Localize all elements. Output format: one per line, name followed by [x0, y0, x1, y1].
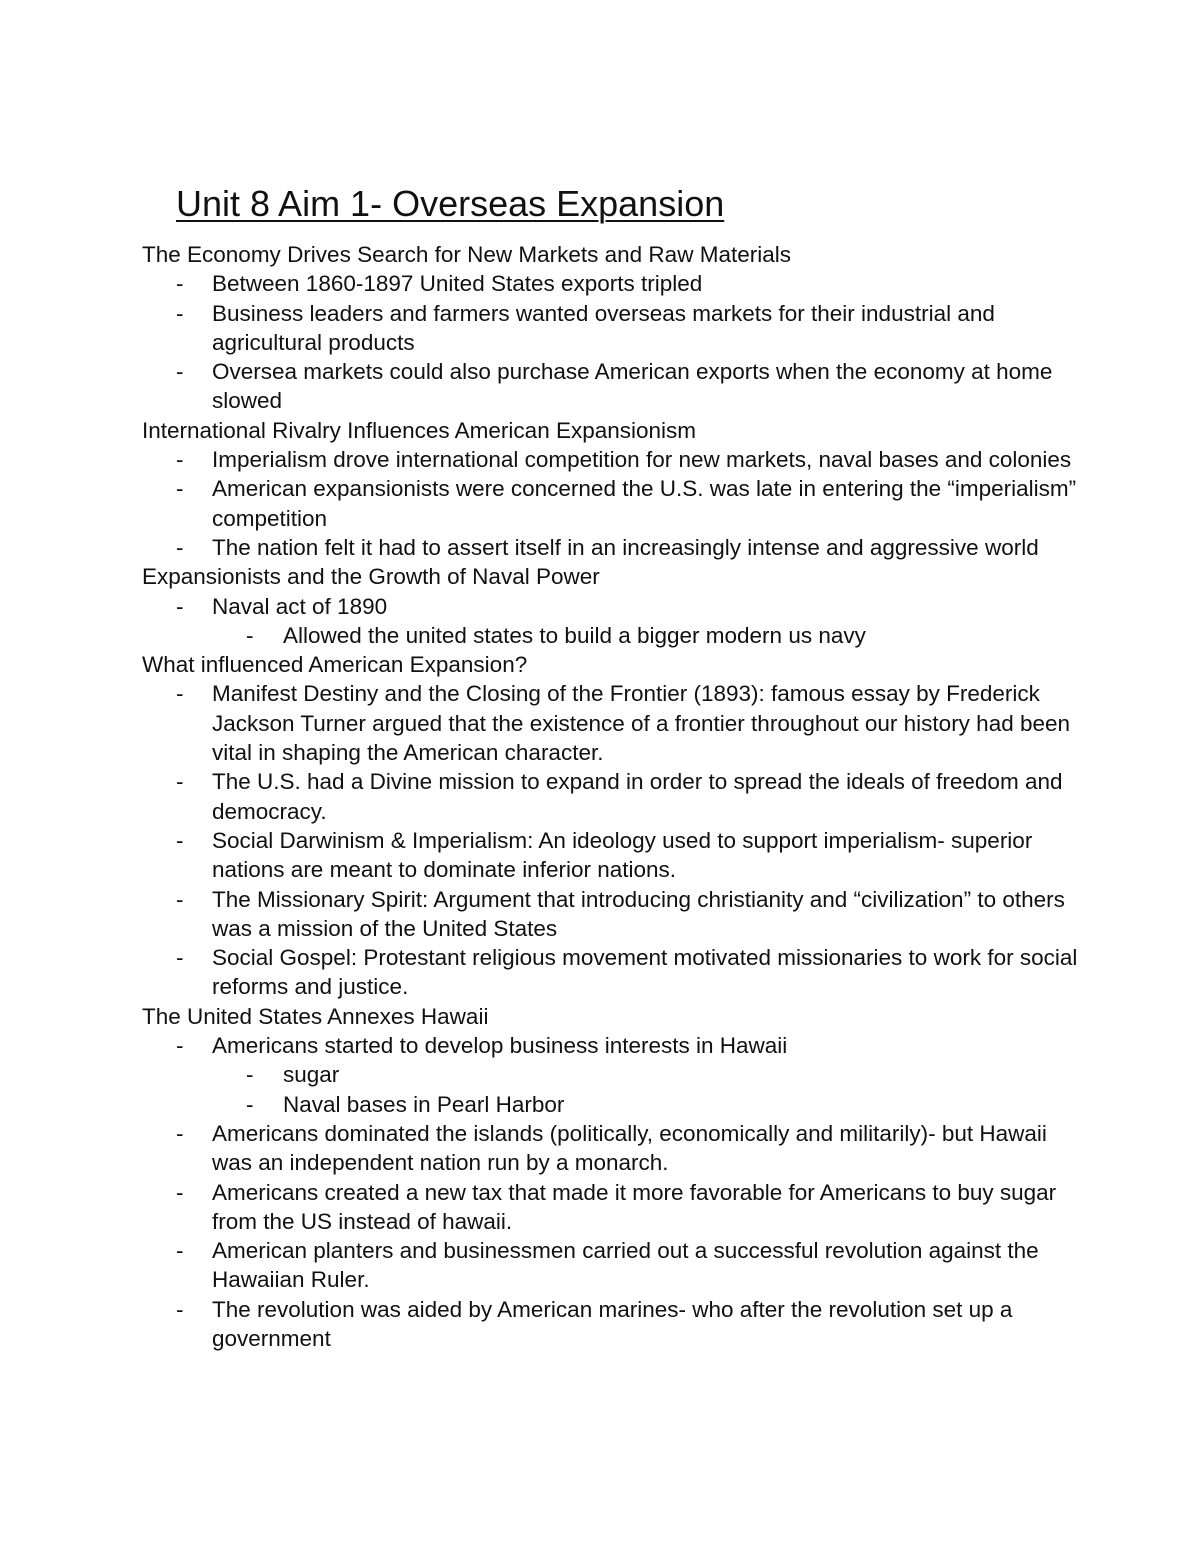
bullet-text: Social Gospel: Protestant religious movement motivated missionaries to work for social reforms and justice.	[212, 945, 1078, 1000]
dash-bullet: -	[246, 622, 254, 648]
bullet-item	[142, 1031, 1082, 1060]
dash-bullet: -	[176, 300, 184, 326]
dash-bullet: -	[176, 359, 184, 385]
bullet-item	[142, 533, 1082, 562]
bullet-item	[142, 474, 1082, 533]
dash-bullet: -	[176, 1179, 184, 1205]
dash-bullet: -	[176, 945, 184, 971]
bullet-text: The Missionary Spirit: Argument that introducing christianity and “civilization” to others was a mission of the United States	[212, 886, 1065, 941]
dash-bullet: -	[176, 1296, 184, 1322]
section-heading: International Rivalry Influences American Expansionism	[142, 417, 697, 443]
bullet-item	[142, 943, 1082, 1002]
bullet-text: The revolution was aided by American marines- who after the revolution set up a government	[212, 1296, 1013, 1351]
bullet-item	[142, 1236, 1082, 1295]
bullet-text: American planters and businessmen carried out a successful revolution against the Hawaiian Ruler.	[212, 1238, 1039, 1293]
notes-body	[142, 240, 1082, 1353]
dash-bullet: -	[176, 1033, 184, 1059]
bullet-item	[142, 269, 1082, 298]
bullet-text: Americans created a new tax that made it more favorable for Americans to buy sugar from the US instead of hawaii.	[212, 1179, 1057, 1234]
bullet-text: Imperialism drove international competition for new markets, naval bases and colonies	[212, 447, 1072, 473]
dash-bullet: -	[176, 447, 184, 473]
dash-bullet: -	[176, 534, 184, 560]
dash-bullet: -	[176, 1238, 184, 1264]
bullet-text: The U.S. had a Divine mission to expand in order to spread the ideals of freedom and democracy.	[212, 769, 1063, 824]
bullet-text: sugar	[283, 1062, 340, 1088]
dash-bullet: -	[176, 593, 184, 619]
bullet-text: Naval act of 1890	[212, 593, 388, 619]
dash-bullet: -	[246, 1062, 254, 1088]
dash-bullet: -	[176, 827, 184, 853]
section-heading: The Economy Drives Search for New Markets and Raw Materials	[142, 242, 791, 267]
bullet-text: Americans dominated the islands (politically, economically and militarily)- but Hawaii was an independent nation run by a monarch.	[212, 1120, 1047, 1176]
bullet-item	[142, 885, 1082, 944]
bullet-text: The nation felt it had to assert itself in an increasingly intense and aggressive world	[212, 534, 1039, 560]
section-heading: The United States Annexes Hawaii	[142, 1003, 489, 1029]
dash-bullet: -	[176, 769, 184, 795]
bullet-item	[142, 1178, 1082, 1237]
section-heading: What influenced American Expansion?	[142, 652, 528, 678]
bullet-text: Naval bases in Pearl Harbor	[283, 1091, 565, 1117]
bullet-item	[142, 357, 1082, 416]
section-heading: Expansionists and the Growth of Naval Power	[142, 564, 600, 590]
bullet-item	[142, 826, 1082, 885]
bullet-item	[142, 592, 1082, 621]
bullet-text: Manifest Destiny and the Closing of the Frontier (1893): famous essay by Frederick Jackson Turner argued that the existence of a frontier throughout our history had been vital in shaping the American character.	[212, 681, 1071, 766]
bullet-item	[142, 1119, 1082, 1178]
bullet-text: Business leaders and farmers wanted overseas markets for their industrial and agricultural products	[212, 300, 995, 355]
sub-bullet-item	[142, 621, 1082, 650]
bullet-item	[142, 679, 1082, 767]
bullet-item	[142, 767, 1082, 826]
bullet-text: Social Darwinism & Imperialism: An ideology used to support imperialism- superior nations are meant to dominate inferior nations.	[212, 827, 1033, 883]
dash-bullet: -	[176, 1120, 184, 1146]
bullet-item	[142, 1295, 1082, 1354]
sub-bullet-item	[142, 1060, 1082, 1089]
bullet-item	[142, 299, 1082, 358]
bullet-text: Americans started to develop business interests in Hawaii	[212, 1033, 788, 1059]
dash-bullet: -	[176, 886, 184, 912]
dash-bullet: -	[176, 271, 184, 297]
page-title: Unit 8 Aim 1- Overseas Expansion	[176, 183, 725, 224]
dash-bullet: -	[176, 681, 184, 707]
bullet-text: Oversea markets could also purchase American exports when the economy at home slowed	[212, 359, 1053, 414]
sub-bullet-item	[142, 1090, 1082, 1119]
dash-bullet: -	[176, 476, 184, 502]
bullet-text: Between 1860-1897 United States exports tripled	[212, 271, 703, 297]
bullet-text: American expansionists were concerned the U.S. was late in entering the “imperialism” competition	[212, 476, 1077, 531]
dash-bullet: -	[246, 1091, 254, 1117]
bullet-text: Allowed the united states to build a bigger modern us navy	[283, 622, 866, 648]
bullet-item	[142, 445, 1082, 474]
